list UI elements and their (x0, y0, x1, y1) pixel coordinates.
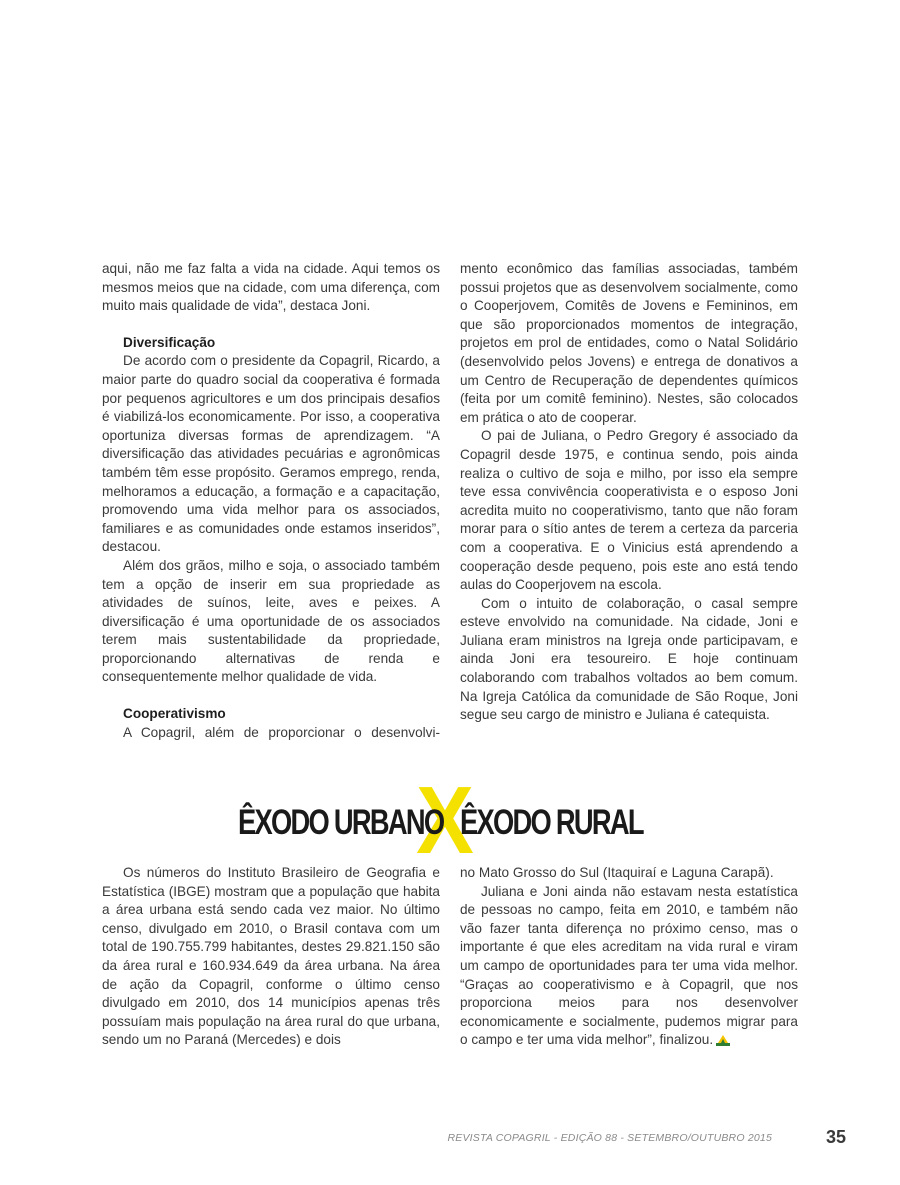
paragraph: Além dos grãos, milho e soja, o associado também tem a opção de inserir em sua propriedade as atividades de suínos, leite, aves e peixes. A diversificação é uma oportunidade de os associados terem mais sustentabilidade da propriedade, proporcionando alternativas de renda e consequentemente melhor qualidade de vida. (102, 557, 440, 685)
article-column-top-right (460, 260, 798, 725)
article-column-bottom-left (102, 864, 440, 1050)
paragraph: A Copagril, além de proporcionar o desenvolvi- (123, 724, 440, 740)
paragraph: Com o intuito de colaboração, o casal sempre esteve envolvido na comunidade. Na cidade, Joni e Juliana eram ministros na Igreja onde participavam, e ainda Joni era tesoureiro. E hoje continuam colaborando com trabalhos voltados ao bem comum. Na Igreja Católica da comunidade de São Roque, Joni segue seu cargo de ministro e Juliana é catequista. (460, 595, 798, 723)
headline-right-word: ÊXODO RURAL (460, 803, 643, 842)
headline-x-letter: X (416, 781, 474, 861)
paragraph: aqui, não me faz falta a vida na cidade. Aqui temos os mesmos meios que na cidade, com uma diferença, com muito mais qualidade de vida”, destaca Joni. (102, 261, 440, 314)
article-column-top-left (102, 260, 440, 742)
section-headline (238, 781, 658, 861)
copagril-end-mark-icon (716, 1034, 730, 1046)
paragraph: O pai de Juliana, o Pedro Gregory é associado da Copagril desde 1975, e continua sendo, pois ainda realiza o cultivo de soja e milho, por isso ela sempre teve essa convivência cooperativista e o esposo Joni acredita muito no cooperativismo, tanto que não foram morar para o sítio antes de terem a certeza da parceria com a cooperativa. E o Vinicius está aprendendo a cooperação desde pequeno, pois este ano está tendo aulas do Cooperjovem na escola. (460, 428, 798, 593)
page-number: 35 (826, 1127, 847, 1147)
paragraph (460, 883, 798, 1050)
paragraph: Os números do Instituto Brasileiro de Geografia e Estatística (IBGE) mostram que a população que habita a área urbana está sendo cada vez maior. No último censo, divulgado em 2010, o Brasil contava com um total de 190.755.799 habitantes, destes 29.821.150 são da área rural e 160.934.649 da área urbana. Na área de ação da Copagril, conforme o último censo divulgado em 2010, dos 14 municípios apenas três possuíam mais população na área rural do que urbana, sendo um no Paraná (Mercedes) e dois (102, 865, 440, 1048)
paragraph: mento econômico das famílias associadas, também possui projetos que as desenvolvem socialmente, como o Cooperjovem, Comitês de Jovens e Femininos, em que são proporcionados momentos de integração, projetos em prol de entidades, como o Natal Solidário (desenvolvido pelos Jovens) e entrega de donativos a um Centro de Recuperação de dependentes químicos (feita por um comitê feminino). Nestes, são colocados em prática o ato de cooperar. (460, 261, 798, 425)
footer-magazine-info: REVISTA COPAGRIL - EDIÇÃO 88 - SETEMBRO/OUTUBRO 2015 (447, 1132, 772, 1144)
closing-paragraph-text: Juliana e Joni ainda não estavam nesta estatística de pessoas no campo, feita em 2010, e também não vão fazer tanta diferença no próximo censo, mas o importante é que eles acreditam na vida rural e viram um campo de oportunidades para ter uma vida melhor. “Graças ao cooperativismo e à Copagril, que nos proporciona meios para nos desenvolver economicamente e socialmente, pudemos migrar para o campo e ter uma vida melhor”, finalizou. (460, 883, 798, 1048)
headline-left-word: ÊXODO URBANO (238, 803, 444, 842)
paragraph: no Mato Grosso do Sul (Itaquiraí e Laguna Carapã). (460, 865, 774, 880)
section-heading-cooperativismo: Cooperativismo (123, 706, 226, 722)
section-heading-diversificacao: Diversificação (123, 334, 216, 350)
article-column-bottom-right (460, 864, 798, 1050)
paragraph: De acordo com o presidente da Copagril, Ricardo, a maior parte do quadro social da cooperativa é formada por pequenos agricultores e um dos principais desafios é viabilizá-los economicamente. Por isso, a cooperativa oportuniza diversas formas de aprendizagem. “A diversificação das atividades pecuárias e agronômicas também têm esse propósito. Geramos emprego, renda, melhoramos a educação, a formação e a capacitação, promovendo uma vida melhor para os associados, familiares e as comunidades onde estamos inseridos”, destacou. (102, 353, 440, 555)
